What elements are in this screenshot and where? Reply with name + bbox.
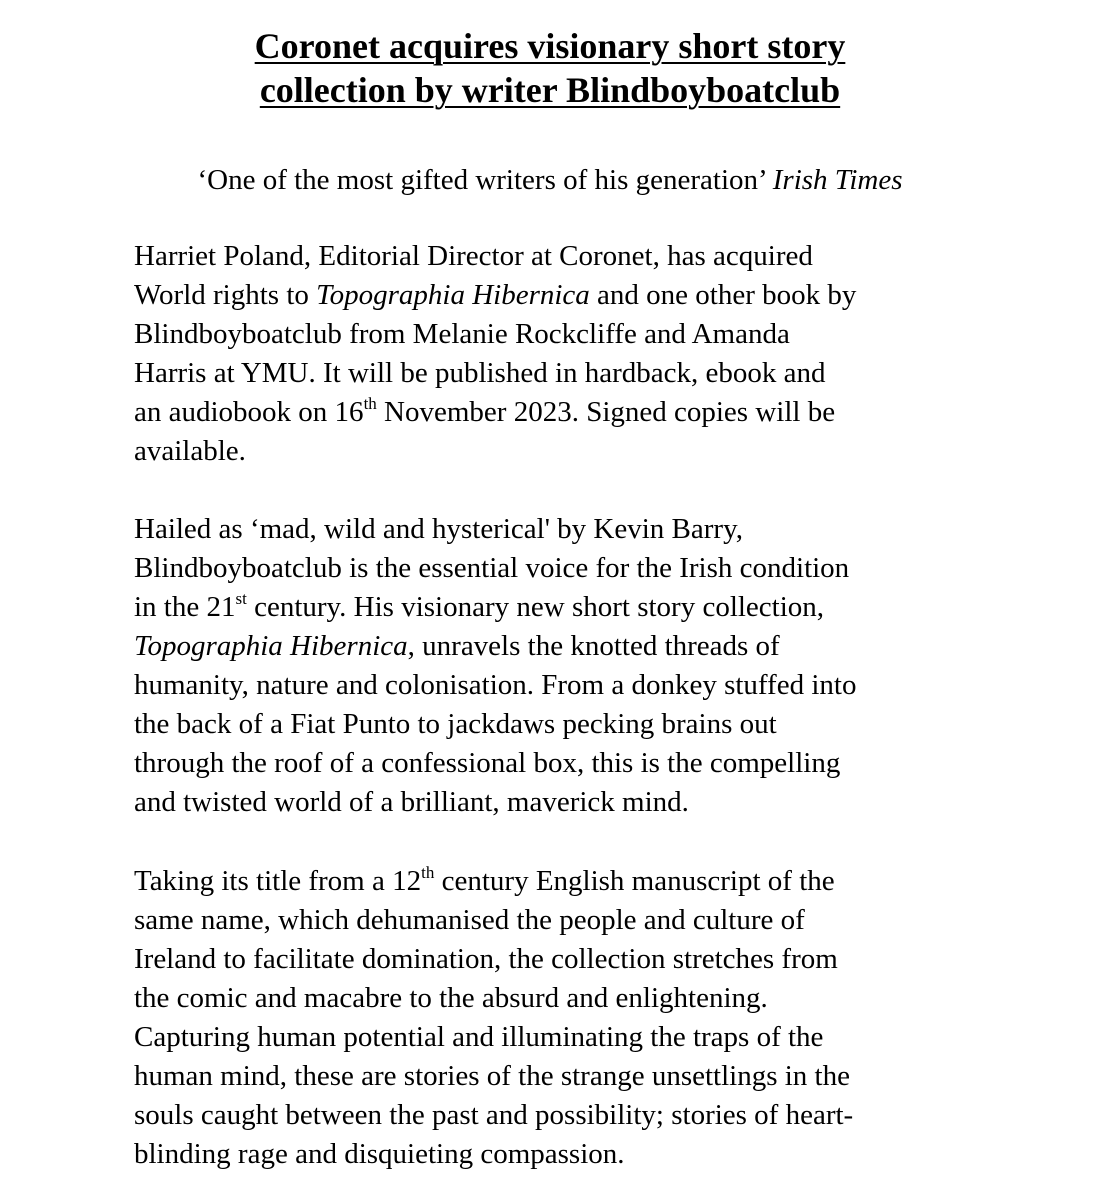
text-line: Capturing human potential and illuminating the traps of the — [134, 1021, 824, 1053]
text-line: souls caught between the past and possibility; stories of heart- — [134, 1099, 854, 1131]
title-line-1: Coronet acquires visionary short story — [254, 26, 846, 66]
text-line: same name, which dehumanised the people and culture of — [134, 904, 805, 936]
text-line — [134, 627, 974, 666]
quote-source: Irish Times — [772, 164, 903, 196]
book-title: Topographia Hibernica — [134, 630, 408, 662]
text-line — [134, 862, 974, 901]
text-line: through the roof of a confessional box, this is the compelling — [134, 747, 841, 779]
text-run: November 2023. Signed copies will be — [376, 396, 836, 428]
text-run: and one other book by — [589, 279, 857, 311]
text-run: World rights to — [134, 279, 317, 311]
text-run: , unravels the knotted threads of — [407, 630, 780, 662]
text-line: Hailed as ‘mad, wild and hysterical' by Kevin Barry, — [134, 513, 743, 545]
paragraph-description — [134, 510, 974, 822]
text-line: Harris at YMU. It will be published in hardback, ebook and — [134, 357, 826, 389]
text-line: Blindboyboatclub from Melanie Rockcliffe and Amanda — [134, 318, 790, 350]
press-release-title — [0, 24, 1100, 112]
ordinal-suffix: th — [363, 394, 377, 413]
quote-text: ‘One of the most gifted writers of his generation’ — [197, 164, 766, 196]
text-line: Harriet Poland, Editorial Director at Coronet, has acquired — [134, 240, 813, 272]
paragraph-acquisition — [134, 237, 974, 471]
text-line: the back of a Fiat Punto to jackdaws pecking brains out — [134, 708, 777, 740]
paragraph-background — [134, 862, 974, 1174]
text-line: humanity, nature and colonisation. From a donkey stuffed into — [134, 669, 857, 701]
text-line: available. — [134, 435, 246, 467]
ordinal-suffix: st — [235, 589, 247, 608]
text-line: and twisted world of a brilliant, maverick mind. — [134, 786, 689, 818]
pull-quote — [0, 162, 1100, 198]
text-run: an audiobook on 16 — [134, 396, 364, 428]
text-line: human mind, these are stories of the strange unsettlings in the — [134, 1060, 850, 1092]
title-line-2: collection by writer Blindboyboatclub — [259, 70, 841, 110]
text-line: blinding rage and disquieting compassion. — [134, 1138, 625, 1170]
ordinal-suffix: th — [421, 863, 435, 882]
text-line — [134, 393, 974, 432]
book-title: Topographia Hibernica — [316, 279, 590, 311]
text-line: the comic and macabre to the absurd and enlightening. — [134, 982, 768, 1014]
text-line — [134, 276, 974, 315]
text-run: Taking its title from a 12 — [134, 865, 422, 897]
text-run: in the 21 — [134, 591, 236, 623]
text-line: Ireland to facilitate domination, the collection stretches from — [134, 943, 838, 975]
text-line — [134, 588, 974, 627]
text-run: century English manuscript of the — [434, 865, 835, 897]
text-run: century. His visionary new short story collection, — [246, 591, 825, 623]
text-line: Blindboyboatclub is the essential voice for the Irish condition — [134, 552, 850, 584]
